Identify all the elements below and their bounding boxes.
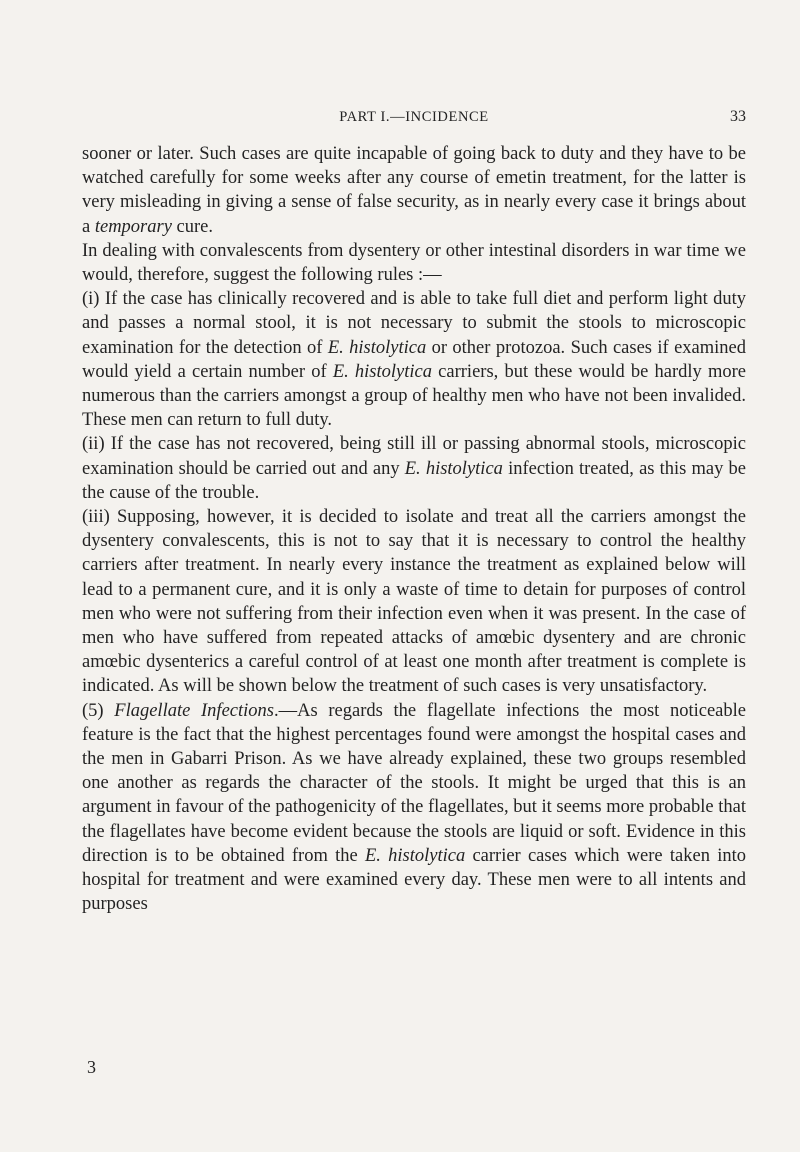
text-run: (i) If the case has clinically recovered and is able to take full diet and perform light duty and passes a normal stool, it is not necessary to submit the stools to microscopic examination for the detection of	[82, 289, 746, 358]
text-run: (ii) If the case has not recovered, being still ill or passing abnormal stools, microscopic examination should be carried out and any	[82, 434, 746, 479]
paragraph-rule-i	[82, 287, 746, 432]
text-run: or other protozoa. Such cases if examined would yield a certain number of	[82, 337, 746, 382]
text-run: (5)	[82, 700, 115, 721]
text-run: carrier cases which were taken into hospital for treatment and were examined every day. These men were to all intents and purposes	[82, 845, 746, 915]
text-run: carriers, but these would be hardly more numerous than the carriers amongst a group of healthy men who have not been invalided. These men can return to full duty.	[82, 361, 747, 431]
text-run: infection treated, as this may be the cause of the trouble.	[82, 458, 746, 503]
text-run: sooner or later. Such cases are quite incapable of going back to duty and they have to be watched carefully for some weeks after any course of emetin treatment, for the latter is very misleading in giving a sense of false security, as in nearly every case it brings about a	[82, 144, 746, 237]
italic-text-run: E. histolytica	[327, 337, 427, 358]
running-header	[82, 107, 746, 127]
paragraph-rules-intro	[82, 239, 746, 287]
italic-text-run: temporary	[94, 216, 172, 237]
text-run: (iii) Supposing, however, it is decided to isolate and treat all the carriers amongst the dysentery convalescents, this is not to say that it is necessary to control the healthy carriers after treatment. In nearly every instance the treatment as explained below will lead to a permanent cure, and it is only a waste of time to detain for purposes of control men who were not suffering from their infection even when it was present. In the case of men who have suffered from repeated attacks of amœbic dysentery and are chronic amœbic dysenterics a careful control of at least one month after treatment is complete is indicated. As will be shown below the treatment of such cases is very unsatisfactory.	[82, 507, 746, 697]
text-run: cure.	[171, 216, 214, 237]
paragraph-continuation	[82, 142, 746, 239]
signature-mark: 3	[87, 1057, 96, 1077]
body-text	[82, 142, 746, 917]
text-run: In dealing with convalescents from dysentery or other intestinal disorders in war time we would, therefore, suggest the following rules :—	[82, 240, 746, 286]
paragraph-rule-iii	[82, 505, 746, 699]
italic-text-run: Flagellate Infections	[114, 700, 274, 721]
page-number: 33	[730, 108, 746, 125]
italic-text-run: E. histolytica	[404, 458, 503, 479]
paragraph-flagellate-infections	[82, 699, 746, 917]
italic-text-run: E. histolytica	[332, 361, 432, 382]
paragraph-rule-ii	[82, 432, 746, 505]
text-run: .—As regards the flagellate infections the most noticeable feature is the fact that the highest percentages found were amongst the hospital cases and the men in Gabarri Prison. As we have already explained, these two groups resembled one another as regards the character of the stools. It might be urged that this is an argument in favour of the pathogenicity of the flagellates, but it seems more probable that the flagellates have become evident because the stools are liquid or soft. Evidence in this direction is to be obtained from the	[82, 700, 746, 866]
italic-text-run: E. histolytica	[364, 845, 466, 866]
running-title: PART I.—INCIDENCE	[339, 109, 489, 125]
